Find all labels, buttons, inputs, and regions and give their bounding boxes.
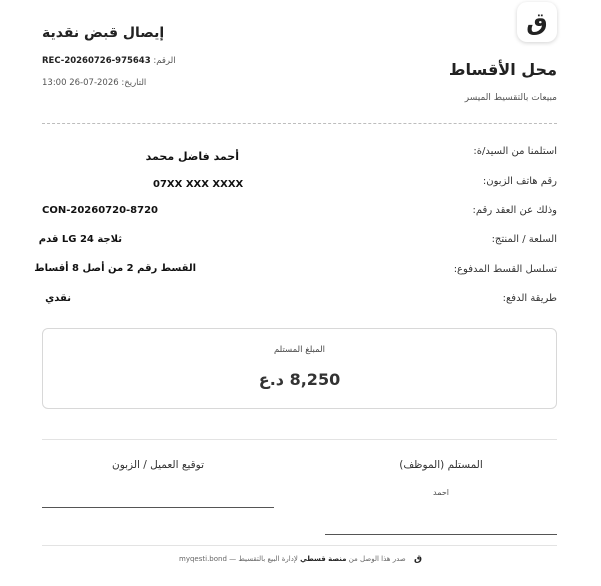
- receipt-title: إيصال قبض نقدية: [42, 25, 165, 41]
- shop-name: محل الأقساط: [448, 60, 557, 79]
- receipt-date-value: 2026-07-26 13:00: [42, 78, 119, 88]
- footer-text: [229, 555, 406, 563]
- payment-method-label: طريقة الدفع:: [502, 293, 557, 304]
- receipt-number: [42, 56, 176, 66]
- footer-logo-icon: ق: [413, 554, 422, 564]
- receiver-signature-line: [325, 534, 557, 535]
- received-from-value: أحمد فاضل محمد: [145, 150, 239, 163]
- receipt-number-value: REC-20260726-975643: [42, 56, 151, 66]
- footer-divider: [42, 545, 557, 546]
- receiver-signature-title: المستلم (الموظف): [399, 459, 483, 471]
- customer-signature-line: [42, 507, 274, 508]
- product-value: ثلاجة LG 24 قدم: [38, 234, 122, 245]
- shop-logo: [517, 2, 557, 42]
- amount-label: المبلغ المستلم: [274, 345, 325, 355]
- received-from-label: استلمنا من السيد/ة:: [473, 146, 557, 157]
- installment-value: القسط رقم 2 من أصل 8 أقساط: [34, 263, 196, 274]
- amount-box: [42, 328, 557, 409]
- contract-label: وذلك عن العقد رقم:: [472, 205, 557, 216]
- logo-glyph: ق: [526, 8, 548, 36]
- footer-text-before: صدر هذا الوصل من: [348, 555, 406, 563]
- receiver-name: احمد: [433, 488, 449, 497]
- contract-value: CON-20260720-8720: [42, 205, 159, 216]
- payment-method-value: نقدي: [45, 293, 71, 304]
- header-divider: [42, 123, 557, 124]
- footer-text-after: لإدارة البيع بالتقسيط —: [229, 555, 298, 563]
- receipt-date: [42, 78, 146, 88]
- footer-domain: myqesti.bond: [179, 555, 227, 563]
- product-label: السلعة / المنتج:: [491, 234, 557, 245]
- footer-brand: منصة قسطي: [300, 555, 347, 563]
- installment-label: تسلسل القسط المدفوع:: [453, 264, 557, 275]
- phone-label: رقم هاتف الزبون:: [482, 176, 557, 187]
- signature-divider: [42, 439, 557, 440]
- footer: [0, 554, 601, 564]
- receipt-date-label: التاريخ:: [121, 78, 147, 88]
- amount-value: 8,250 د.ع: [258, 370, 341, 389]
- shop-subtitle: مبيعات بالتقسيط الميسر: [464, 93, 557, 103]
- customer-signature-title: توقيع العميل / الزبون: [111, 459, 204, 471]
- receipt-number-label: الرقم:: [153, 56, 176, 66]
- phone-value: 07XX XXX XXXX: [153, 179, 244, 190]
